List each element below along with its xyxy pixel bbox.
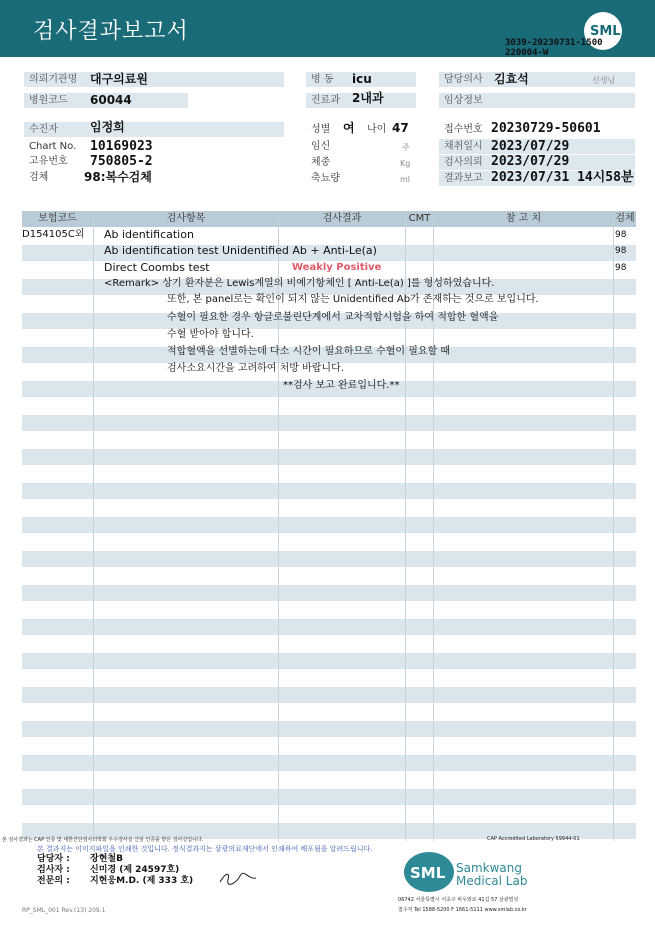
form-id: RP_SML_001 Rev.(13) 209.1 xyxy=(22,907,106,914)
grid-band xyxy=(22,653,636,669)
examiner-value: 신미경 (제 24597호) xyxy=(90,865,180,875)
collect-value: 2023/07/29 xyxy=(491,139,570,154)
report-title: 검사결과보고서 xyxy=(33,19,189,44)
company-name xyxy=(456,862,527,888)
col-header-cmt: CMT xyxy=(406,211,433,227)
examiner-label: 검사자 : xyxy=(37,865,70,875)
collect-label: 채취일시 xyxy=(439,139,635,154)
pregnancy-unit: 주 xyxy=(402,143,410,152)
row-test-item: Ab identification xyxy=(104,228,194,241)
sex-value: 여 xyxy=(343,121,355,135)
row-result-positive: Weakly Positive xyxy=(292,262,382,273)
unique-label: 고유번호 xyxy=(29,156,68,167)
age-value: 47 xyxy=(392,121,409,135)
specimen-value: 98:복수검체 xyxy=(84,170,152,184)
sml-company-logo-text: SML xyxy=(410,864,446,882)
col-header-result: 검사결과 xyxy=(279,211,405,227)
accreditation-text: 본 검사결과는 CAP 인증 및 대한진단검사의학회 우수검사실 신임 인증을 받은 검사실입니다. xyxy=(2,837,204,843)
unique-value: 750805-2 xyxy=(90,154,153,169)
report-label: 결과보고 xyxy=(439,171,635,186)
sex-label: 성별 xyxy=(311,124,331,135)
receipt-value: 20230729-50601 xyxy=(491,121,601,136)
ward-label: 병 동 xyxy=(306,72,416,87)
row-specimen: 98 xyxy=(615,263,627,273)
chart-value: 10169023 xyxy=(90,139,153,154)
company-name-line1: Samkwang xyxy=(456,861,522,875)
remark-line: 적합혈액을 선별하는데 다소 시간이 필요하므로 수혈이 필요할 때 xyxy=(167,346,451,357)
col-header-reference: 참 고 치 xyxy=(434,211,613,227)
report-value: 2023/07/31 14시58분 xyxy=(491,170,634,185)
dept-value: 2내과 xyxy=(352,91,384,105)
request-label: 검사의뢰 xyxy=(439,155,635,170)
cap-text: CAP Accredited Laboratory 59944-01 xyxy=(487,836,580,842)
col-header-specimen: 검체 xyxy=(614,211,636,227)
grid-band xyxy=(22,585,636,601)
grid-band xyxy=(22,415,636,431)
remark-line: 검사소요시간을 고려하여 처방 바랍니다. xyxy=(167,363,344,374)
print-notice: 본 결과지는 이미지파일을 인쇄한 것입니다. 정식결과지는 삼광의료재단에서 인쇄하여 배포됨을 알려드립니다. xyxy=(37,845,373,853)
weight-unit: Kg xyxy=(400,159,411,168)
remark-line: <Remark> 상기 환자분은 Lewis계열의 비예기항체인 [ Anti-Le(a) ]를 형성하였습니다. xyxy=(104,278,495,289)
row-result: Unidentified Ab + Anti-Le(a) xyxy=(222,244,377,257)
specialist-value: 지현웅M.D. (제 333 호) xyxy=(90,876,194,886)
col-divider xyxy=(613,211,614,841)
row-test-item: Direct Coombs test xyxy=(104,261,210,274)
hospital-value: 대구의료원 xyxy=(90,72,148,86)
grid-band xyxy=(22,789,636,805)
hospital-label: 의뢰기관명 xyxy=(24,72,284,87)
request-value: 2023/07/29 xyxy=(491,154,570,169)
company-name-line2: Medical Lab xyxy=(456,874,528,888)
hosp-code-value: 60044 xyxy=(90,93,132,107)
age-label: 나이 xyxy=(367,124,387,135)
doc-code-line1: 3039-20230731-1500 xyxy=(505,38,603,48)
row-insurance-code: D154105C외 xyxy=(22,229,85,240)
remark-line: 수혈 받아야 합니다. xyxy=(167,329,254,340)
col-divider xyxy=(93,211,94,841)
grid-band xyxy=(22,517,636,533)
in-charge-value: 장현철B xyxy=(90,854,123,864)
remark-line: 또한, 본 panel로는 확인이 되지 않는 Unidentified Ab가 존재하는 것으로 보입니다. xyxy=(167,294,539,305)
signature-icon xyxy=(218,870,258,886)
weight-label: 체중 xyxy=(311,157,331,168)
clinical-label: 임상정보 xyxy=(439,93,635,108)
receipt-label: 접수번호 xyxy=(444,124,483,135)
col-header-insurance-code: 보험코드 xyxy=(22,211,93,227)
col-header-test-item: 검사항목 xyxy=(94,211,278,227)
company-address: 06742 서울특별시 서초구 바우뫼로 41길 57 삼광빌딩 xyxy=(398,897,519,903)
specimen-label: 검체 xyxy=(29,172,49,183)
patient-label: 수진자 xyxy=(24,122,284,137)
doctor-suffix: 선생님 xyxy=(592,76,616,85)
pregnancy-label: 임신 xyxy=(311,141,331,152)
row-specimen: 98 xyxy=(615,230,627,240)
grid-band xyxy=(22,721,636,737)
grid-band xyxy=(22,687,636,703)
sml-logo-text: SML xyxy=(590,24,621,39)
dept-label: 진료과 xyxy=(306,93,416,108)
in-charge-label: 담당자 : xyxy=(37,854,70,864)
remark-line: 수혈이 필요한 경우 항글로불린단계에서 교차적합시험을 하여 적합한 혈액을 xyxy=(167,312,499,323)
grid-band xyxy=(22,483,636,499)
specialist-label: 전문의 : xyxy=(37,876,70,886)
document-code xyxy=(505,38,603,58)
doctor-value: 김효석 xyxy=(494,72,529,86)
grid-band xyxy=(22,755,636,771)
doc-code-line2: 220004-W xyxy=(505,48,549,58)
doctor-label: 담당의사 xyxy=(439,72,635,87)
urine-unit: ml xyxy=(400,175,411,184)
row-specimen: 98 xyxy=(615,246,627,256)
row-test-item: Ab identification test xyxy=(104,244,219,257)
grid-band xyxy=(22,449,636,465)
chart-label: Chart No. xyxy=(29,141,77,152)
patient-value: 임정희 xyxy=(90,120,125,134)
grid-band xyxy=(22,551,636,567)
ward-value: icu xyxy=(352,72,372,86)
hosp-code-label: 병원코드 xyxy=(24,93,188,108)
grid-band xyxy=(22,619,636,635)
company-contact: 접수처 Tel 1588-5200 F 1661-5111 www.smlab.co.kr xyxy=(398,907,527,913)
report-complete-text: **검사 보고 완료입니다.** xyxy=(283,380,400,391)
urine-label: 축뇨량 xyxy=(311,173,340,184)
